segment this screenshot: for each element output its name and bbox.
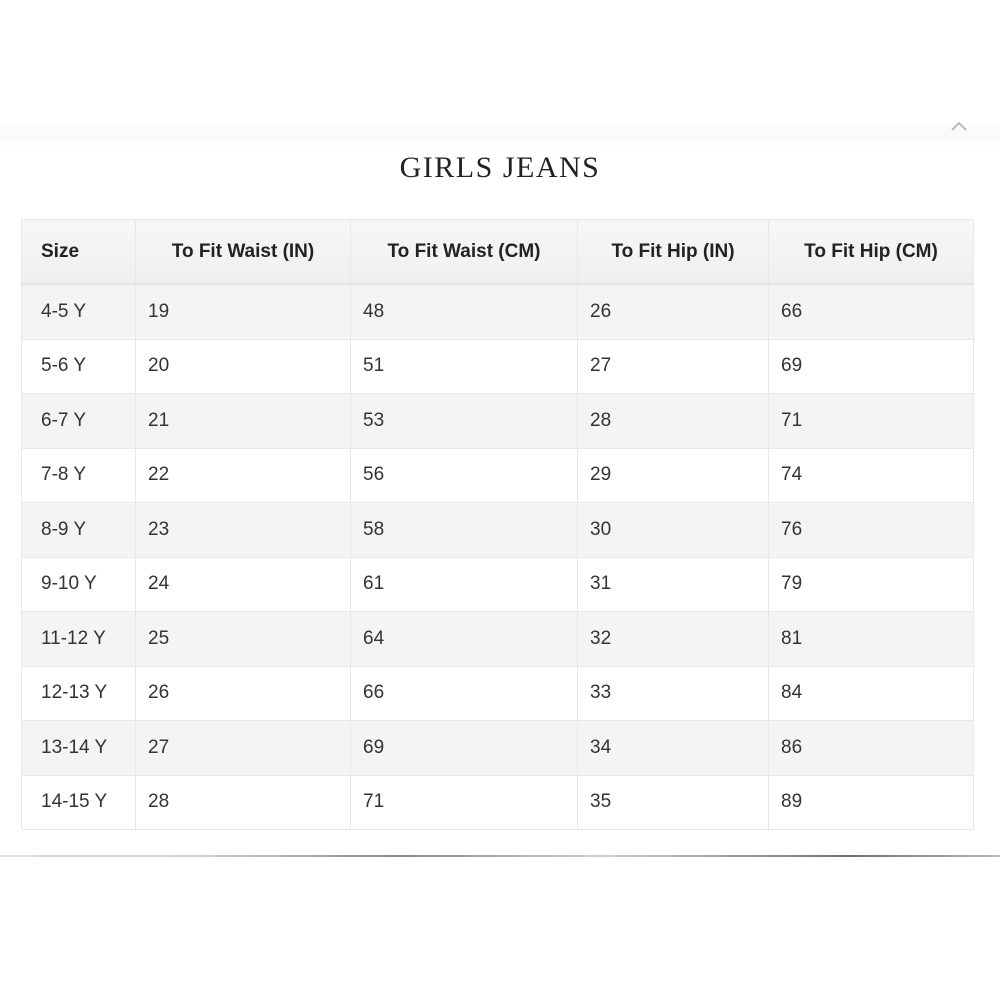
- header-waist-cm: To Fit Waist (CM): [351, 220, 578, 285]
- table-row: [22, 721, 974, 776]
- cell-waist-cm: 64: [351, 612, 578, 667]
- cell-hip-cm: 71: [769, 394, 974, 449]
- cell-size: 8-9 Y: [22, 503, 136, 558]
- cell-waist-in: 22: [136, 448, 351, 503]
- cell-hip-cm: 79: [769, 557, 974, 612]
- table-row: [22, 557, 974, 612]
- cell-size: 11-12 Y: [22, 612, 136, 667]
- cell-waist-cm: 48: [351, 284, 578, 339]
- cell-waist-cm: 58: [351, 503, 578, 558]
- cell-hip-in: 32: [578, 612, 769, 667]
- header-hip-cm: To Fit Hip (CM): [769, 220, 974, 285]
- cell-waist-in: 20: [136, 339, 351, 394]
- page-title: GIRLS JEANS: [399, 151, 601, 184]
- cell-hip-cm: 84: [769, 666, 974, 721]
- size-chart-table: [21, 219, 974, 830]
- cell-waist-cm: 53: [351, 394, 578, 449]
- cell-size: 6-7 Y: [22, 394, 136, 449]
- cell-hip-cm: 66: [769, 284, 974, 339]
- cell-size: 13-14 Y: [22, 721, 136, 776]
- table-header-row: [22, 220, 974, 285]
- cell-hip-in: 34: [578, 721, 769, 776]
- table-row: [22, 612, 974, 667]
- cell-waist-cm: 56: [351, 448, 578, 503]
- cell-waist-cm: 51: [351, 339, 578, 394]
- header-waist-in: To Fit Waist (IN): [136, 220, 351, 285]
- cell-waist-in: 19: [136, 284, 351, 339]
- cell-size: 7-8 Y: [22, 448, 136, 503]
- cell-waist-in: 27: [136, 721, 351, 776]
- cell-hip-in: 30: [578, 503, 769, 558]
- table-row: [22, 284, 974, 339]
- cell-hip-in: 28: [578, 394, 769, 449]
- cell-waist-cm: 69: [351, 721, 578, 776]
- cell-waist-in: 25: [136, 612, 351, 667]
- table-row: [22, 503, 974, 558]
- cell-waist-in: 28: [136, 775, 351, 830]
- header-size: Size: [22, 220, 136, 285]
- table-row: [22, 339, 974, 394]
- cell-hip-in: 26: [578, 284, 769, 339]
- top-shade: [0, 118, 1000, 148]
- cell-waist-in: 23: [136, 503, 351, 558]
- cell-hip-cm: 86: [769, 721, 974, 776]
- cell-size: 5-6 Y: [22, 339, 136, 394]
- cell-hip-cm: 69: [769, 339, 974, 394]
- table-row: [22, 448, 974, 503]
- cell-hip-cm: 81: [769, 612, 974, 667]
- cell-hip-cm: 89: [769, 775, 974, 830]
- table-row: [22, 394, 974, 449]
- header-hip-in: To Fit Hip (IN): [578, 220, 769, 285]
- cell-hip-in: 31: [578, 557, 769, 612]
- cell-waist-cm: 71: [351, 775, 578, 830]
- cell-hip-cm: 76: [769, 503, 974, 558]
- cell-waist-cm: 61: [351, 557, 578, 612]
- cell-hip-in: 29: [578, 448, 769, 503]
- table-row: [22, 775, 974, 830]
- cell-size: 9-10 Y: [22, 557, 136, 612]
- cell-waist-cm: 66: [351, 666, 578, 721]
- cell-hip-in: 27: [578, 339, 769, 394]
- cell-waist-in: 26: [136, 666, 351, 721]
- cell-size: 14-15 Y: [22, 775, 136, 830]
- chevron-up-icon[interactable]: [950, 120, 968, 132]
- cell-hip-cm: 74: [769, 448, 974, 503]
- cell-size: 4-5 Y: [22, 284, 136, 339]
- cell-waist-in: 21: [136, 394, 351, 449]
- bottom-divider: [0, 855, 1000, 857]
- cell-waist-in: 24: [136, 557, 351, 612]
- cell-hip-in: 33: [578, 666, 769, 721]
- table-row: [22, 666, 974, 721]
- cell-hip-in: 35: [578, 775, 769, 830]
- cell-size: 12-13 Y: [22, 666, 136, 721]
